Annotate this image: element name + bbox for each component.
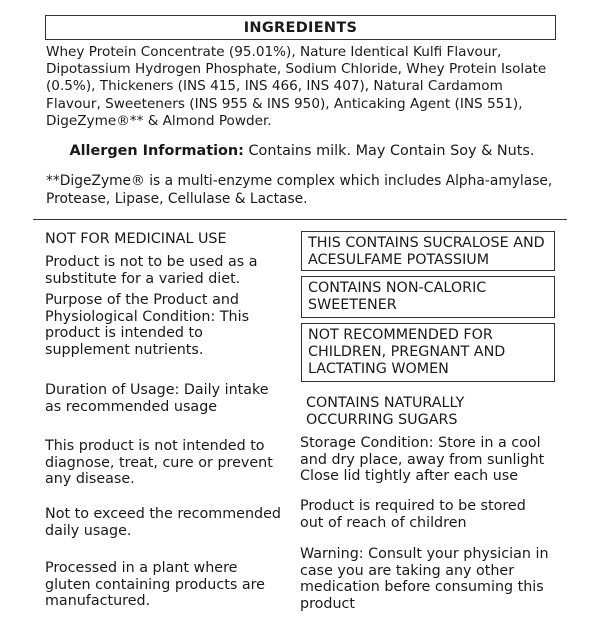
- storage-condition: Storage Condition: Store in a cool and dry place, away from sunlight Close lid tightly after each use: [300, 435, 545, 485]
- ingredients-header-box: [45, 15, 556, 40]
- reach-of-children-note: Product is required to be stored out of reach of children: [300, 498, 526, 531]
- warning-note: Warning: Consult your physician in case you are taking any other medication before consuming this product: [300, 546, 549, 612]
- section-divider: [33, 219, 567, 220]
- allergen-text: Contains milk. May Contain Soy & Nuts.: [243, 143, 535, 159]
- ingredients-text: Whey Protein Concentrate (95.01%), Nature Identical Kulfi Flavour, Dipotassium Hydrogen Phosphate, Sodium Chloride, Whey Protein Isolate (0.5%), Thickeners (INS 415, INS 466, INS 407), Natural Cardamom Flavour, Sweeteners (INS 955 & INS 950), Anticaking Agent (INS 551), DigeZyme®** & Almond Powder.: [46, 44, 547, 129]
- allergen-label: Allergen Information:: [69, 143, 244, 159]
- not-recommended-box: NOT RECOMMENDED FOR CHILDREN, PREGNANT AND LACTATING WOMEN: [301, 323, 555, 382]
- enzyme-note: **DigeZyme® is a multi-enzyme complex which includes Alpha-amylase, Protease, Lipase, Cellulase & Lactase.: [46, 173, 553, 207]
- duration-note: Duration of Usage: Daily intake as recommended usage: [45, 382, 269, 415]
- naturally-occurring-note: CONTAINS NATURALLY OCCURRING SUGARS: [306, 395, 465, 428]
- processed-note: Processed in a plant where gluten containing products are manufactured.: [45, 560, 265, 610]
- not-exceed-note: Not to exceed the recommended daily usage.: [45, 506, 281, 539]
- substitute-note: Product is not to be used as a substitute for a varied diet.: [45, 254, 258, 287]
- not-intended-note: This product is not intended to diagnose, treat, cure or prevent any disease.: [45, 438, 273, 488]
- allergen-information: [46, 143, 558, 159]
- ingredients-title: INGREDIENTS: [243, 19, 358, 36]
- not-medicinal-note: NOT FOR MEDICINAL USE: [45, 231, 227, 247]
- sucralose-box: THIS CONTAINS SUCRALOSE AND ACESULFAME POTASSIUM: [301, 231, 555, 271]
- purpose-note: Purpose of the Product and Physiological Condition: This product is intended to supplement nutrients.: [45, 292, 250, 358]
- non-caloric-box: CONTAINS NON-CALORIC SWEETENER: [301, 276, 555, 318]
